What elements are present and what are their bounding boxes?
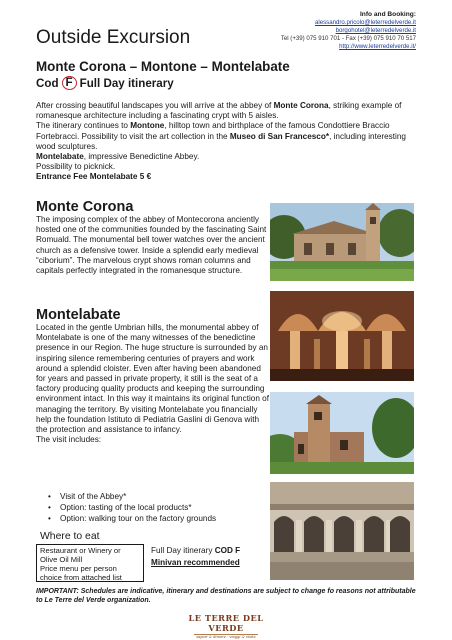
eat-line: Olive Oil Mill <box>40 555 83 565</box>
where-to-eat-box <box>36 544 144 582</box>
entrance-fee: Entrance Fee Montelabate 5 € <box>36 172 152 182</box>
itinerary-title: Monte Corona – Montone – Montelabate <box>36 59 290 74</box>
intro-paragraph-2: The itinerary continues to Montone, hilltop town and birthplace of the famous Condottiere Braccio Fortebracci. Possibility to visit the art collection in the Museo di San Francesco*, including interesting wood sculptures. <box>36 121 406 151</box>
terre-del-verde-logo <box>176 613 276 639</box>
logo-name: LE TERRE DEL VERDE <box>188 613 264 633</box>
itinerary-code-line <box>36 76 174 90</box>
eat-line: choice from attached list <box>40 573 122 583</box>
intro-paragraph-3: Montelabate, impressive Benedictine Abbey. <box>36 152 200 162</box>
visit-intro: The visit includes: <box>36 435 102 445</box>
logo-tagline: sapori & dimore - viaggi & visite <box>196 635 256 639</box>
montelabate-text: Located in the gentle Umbrian hills, the monumental abbey of Montelabate is one of the many witnesses of the benedictine presence in our Region. The huge structure is surrounded by an inspiring silence remembering centuries of prayers and work around a splendid cloister. Even after having been abandoned for years and passed in private property, it still is the seat of a factory producing quality products and keeping the surrounding environment intact. In this way it maintains its original function of managing the territory. By visiting Montelabate you financially help the foundation Istituto di Pediatria Gaslini di Genova with the protection and assistance to infancy. <box>36 323 269 435</box>
intro-paragraph-1: After crossing beautiful landscapes you will arrive at the abbey of Monte Corona, striking example of romanesque architecture including a fascinating crypt with 5 aisles. <box>36 101 402 121</box>
cloister-photo <box>270 482 414 580</box>
monte-corona-text: The imposing complex of the abbey of Montecorona anciently hosted one of the communities founded by the fascinating Saint Romuald. The monumental bell tower watches over the ancient church as a defensive tower. Inside a splendid early medieval “ciborium”. The marvelous crypt shows roman columns and capitals perfectly integrated in the romanesque structure. <box>36 215 267 276</box>
montelabate-text-block <box>36 323 270 445</box>
email-link-alessandro[interactable]: alessandro.pricolo@leterredelverde.it <box>314 19 416 26</box>
important-notice: IMPORTANT: Schedules are indicative, itinerary and destinations are subject to change fo reasons not attributable to Le Terre del Verde organization. <box>36 588 416 604</box>
crypt-interior-photo <box>270 291 414 381</box>
intro-paragraph-4: Possibility to picknick. <box>36 162 116 172</box>
monte-corona-heading: Monte Corona <box>36 199 134 215</box>
cod-letter-badge: F <box>62 76 77 90</box>
cod-suffix: Full Day itinerary <box>79 76 174 90</box>
page-title: Outside Excursion <box>36 27 191 48</box>
website-link[interactable]: http://www.leterredelverde.it/ <box>339 43 416 50</box>
full-day-code: Full Day itinerary COD F <box>151 546 241 555</box>
list-item: • Option: walking tour on the factory grounds <box>48 513 278 524</box>
montelabate-heading: Montelabate <box>36 307 121 323</box>
montelabate-tower-photo <box>270 392 414 474</box>
minivan-note: Minivan recommended <box>151 558 240 567</box>
booking-info <box>281 11 416 51</box>
cod-prefix: Cod <box>36 76 59 90</box>
eat-line: Restaurant or Winery or <box>40 546 121 555</box>
eat-line: Price menu per person <box>40 564 117 574</box>
email-link-borgohotel[interactable]: borgohotel@leterredelverde.it <box>335 27 416 34</box>
list-item: • Visit of the Abbey* <box>48 491 278 502</box>
list-item: • Option: tasting of the local products* <box>48 502 278 513</box>
where-to-eat-heading: Where to eat <box>40 531 100 542</box>
intro-text <box>36 101 416 183</box>
booking-label: Info and Booking: <box>359 11 416 18</box>
phone-fax: Tel (+39) 075 910 701 - Fax (+39) 075 910 70 517 <box>280 35 416 42</box>
monte-corona-abbey-photo <box>270 203 414 281</box>
visit-list <box>48 491 278 525</box>
